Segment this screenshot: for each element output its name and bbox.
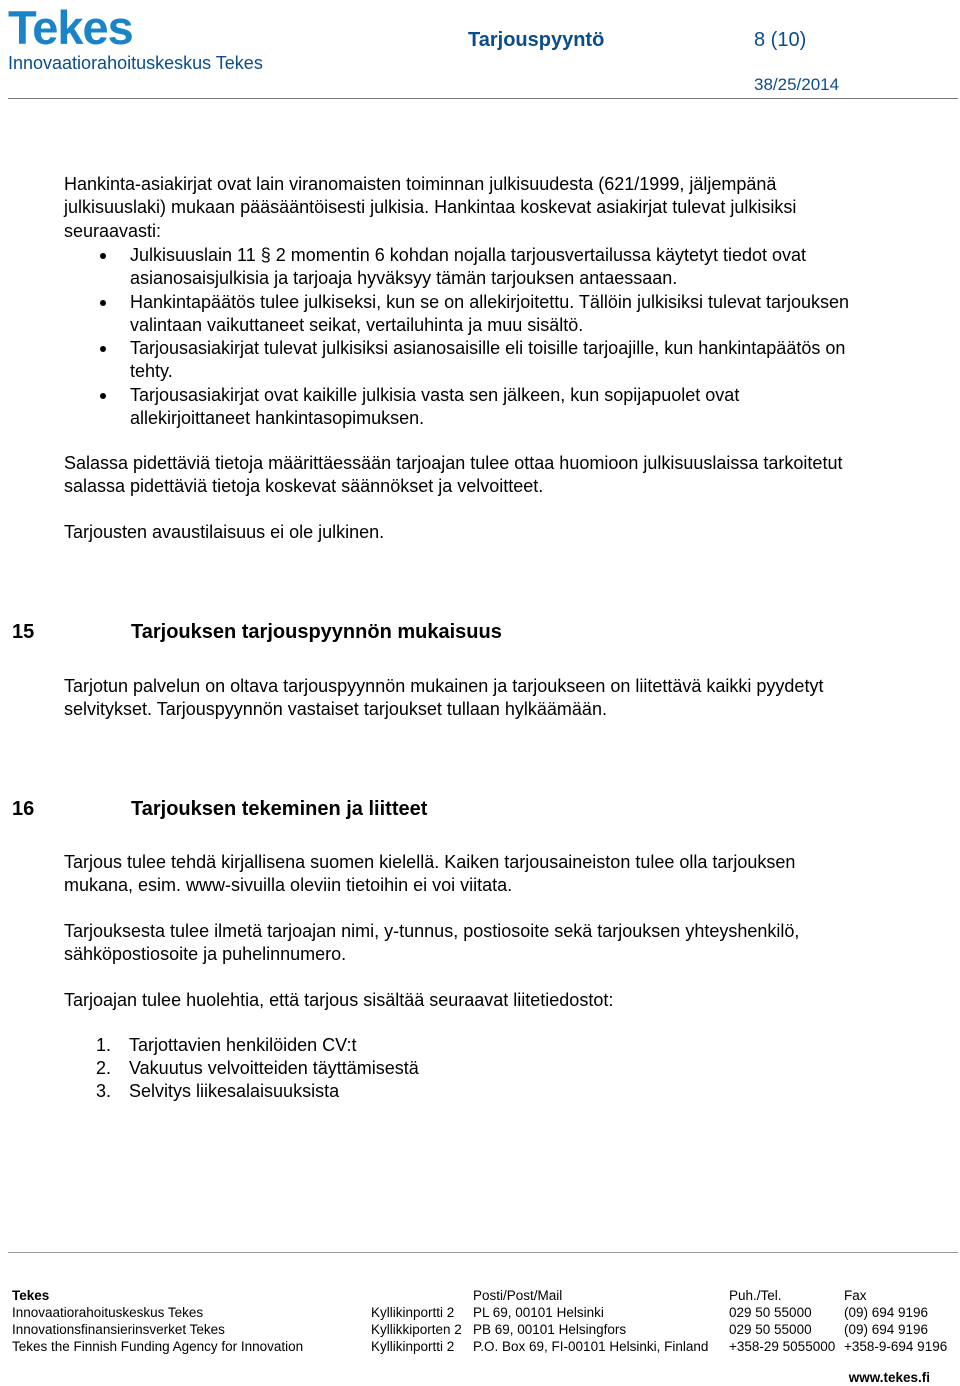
publicity-bullet-list [64, 244, 854, 430]
bullet-icon [100, 300, 106, 306]
section-title: Tarjouksen tarjouspyynnön mukaisuus [131, 621, 502, 643]
footer-website-link[interactable]: www.tekes.fi [848, 1370, 930, 1385]
footer-phone-column: Puh./Tel. 029 50 55000 029 50 55000 +358-29 5055000 [729, 1288, 836, 1354]
bullet-item: Tarjousasiakirjat tulevat julkisiksi asianosaisille eli toisille tarjoajille, kun hankintapäätös on tehty. [64, 337, 854, 384]
bullet-item: Hankintapäätös tulee julkiseksi, kun se on allekirjoitettu. Tällöin julkisiksi tulevat tarjouksen valintaan vaikuttaneet seikat, vertailuhinta ja muu sisältö. [64, 291, 854, 338]
bullet-icon [100, 393, 106, 399]
secrecy-paragraph: Salassa pidettäviä tietoja määrittäessään tarjoajan tulee ottaa huomioon julkisuuslaissa tarkoitetut salassa pidettäviä tietoja koskevat säännökset ja velvoitteet. [64, 453, 843, 497]
header-organization: Innovaatiorahoituskeskus Tekes [8, 53, 263, 73]
document-type: Tarjouspyyntö [468, 29, 605, 51]
bullet-item: Tarjousasiakirjat ovat kaikille julkisia vasta sen jälkeen, kun sopijapuolet ovat allekirjoittaneet hankintasopimuksen. [64, 384, 854, 431]
section-16-paragraph-1: Tarjous tulee tehdä kirjallisena suomen kielellä. Kaiken tarjousaineiston tulee olla tarjouksen mukana, esim. www-sivuilla oleviin tietoihin ei voi viitata. [64, 852, 796, 896]
footer-org-column: Tekes Innovaatiorahoituskeskus Tekes Innovationsfinansierinsverket Tekes Tekes the Finnish Funding Agency for Innovation [12, 1288, 304, 1354]
footer-street-column: Kyllikinportti 2 Kyllikkiporten 2 Kyllikinportti 2 [371, 1305, 462, 1354]
footer-fax-column: Fax (09) 694 9196 (09) 694 9196 +358-9-694 9196 [844, 1288, 948, 1354]
list-item: 3. Selvitys liikesalaisuuksista [96, 1081, 340, 1101]
footer-divider [8, 1252, 958, 1253]
section-16-paragraph-3: Tarjoajan tulee huolehtia, että tarjous sisältää seuraavat liitetiedostot: [64, 990, 614, 1010]
tekes-logo: Tekes [8, 1, 133, 54]
footer-mail-column: Posti/Post/Mail PL 69, 00101 Helsinki PB 69, 00101 Helsingfors P.O. Box 69, FI-00101 Helsinki, Finland [473, 1288, 709, 1354]
section-15-paragraph: Tarjotun palvelun on oltava tarjouspyynnön mukainen ja tarjoukseen on liitettävä kaikki pyydetyt selvitykset. Tarjouspyynnön vastaiset tarjoukset tullaan hylkäämään. [64, 676, 824, 720]
bullet-item: Julkisuuslain 11 § 2 momentin 6 kohdan nojalla tarjousvertailussa käytetyt tiedot ovat asianosaisjulkisia ja tarjoaja hyväksyy tämän tarjouksen antaessaan. [64, 244, 854, 291]
list-item: 1. Tarjottavien henkilöiden CV:t [96, 1035, 357, 1055]
header-divider [8, 98, 958, 99]
section-title: Tarjouksen tekeminen ja liitteet [131, 798, 428, 820]
attachments-list [96, 1034, 419, 1103]
section-16-paragraph-2: Tarjouksesta tulee ilmetä tarjoajan nimi, y-tunnus, postiosoite sekä tarjouksen yhteyshenkilö, sähköpostiosoite ja puhelinnumero. [64, 921, 800, 965]
section-number: 15 [12, 621, 35, 643]
page-number: 8 (10) [754, 29, 807, 51]
bullet-icon [100, 346, 106, 352]
list-item: 2. Vakuutus velvoitteiden täyttämisestä [96, 1058, 419, 1078]
intro-paragraph: Hankinta-asiakirjat ovat lain viranomaisten toiminnan julkisuudesta (621/1999, jäljempänä julkisuuslaki) mukaan pääsääntöisesti julkisia. Hankintaa koskevat asiakirjat tulevat julkisiksi seuraavasti: [64, 174, 797, 241]
bullet-icon [100, 253, 106, 259]
opening-paragraph: Tarjousten avaustilaisuus ei ole julkinen. [64, 522, 385, 542]
document-date: 38/25/2014 [754, 75, 840, 94]
section-number: 16 [12, 798, 35, 820]
